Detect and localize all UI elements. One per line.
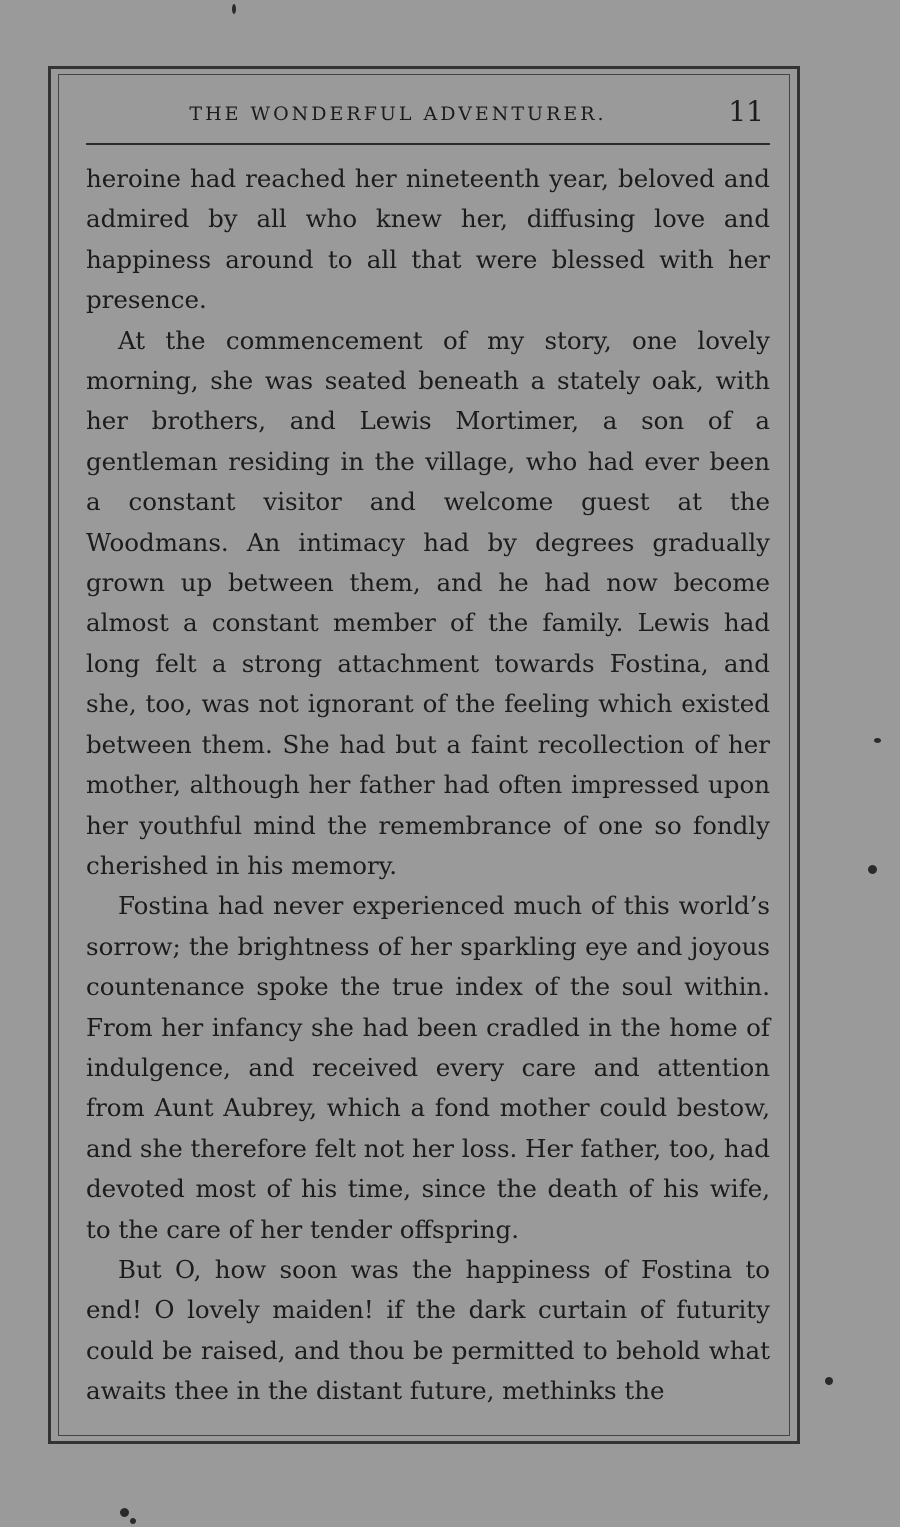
page-number: 11 [728, 95, 764, 128]
body-text [86, 159, 770, 1412]
book-page [86, 95, 770, 1412]
paragraph-continued: heroine had reached her nineteenth year, beloved and admired by all who knew her, diffusing love and happiness around to all that were blessed with her presence. [86, 164, 770, 315]
ink-speck [868, 865, 877, 874]
header-rule [86, 143, 770, 145]
paragraph: But O, how soon was the happiness of Fostina to end! O lovely maiden! if the dark curtain of futurity could be raised, and thou be permitted to behold what awaits thee in the distant future, methinks the [86, 1254, 770, 1406]
ink-speck [130, 1518, 136, 1524]
ink-speck [874, 738, 881, 743]
ink-speck [232, 4, 236, 14]
ink-speck [825, 1377, 833, 1385]
running-head-title: THE WONDERFUL ADVENTURER. [189, 103, 607, 125]
paragraph: Fostina had never experienced much of this world’s sorrow; the brightness of her sparkling eye and joyous countenance spoke the true index of the soul within. From her infancy she had been cradled in the home of indulgence, and received every care and attention from Aunt Aubrey, which a fond mother could bestow, and she therefore felt not her loss. Her father, too, had devoted most of his time, since the death of his wife, to the care of her tender offspring. [86, 891, 770, 1244]
ink-speck [120, 1508, 129, 1517]
paragraph: At the commencement of my story, one lovely morning, she was seated beneath a stately oak, with her brothers, and Lewis Mortimer, a son of a gentleman residing in the village, who had ever been a constant visitor and welcome guest at the Woodmans. An intimacy had by degrees gradually grown up between them, and he had now become almost a constant member of the family. Lewis had long felt a strong attachment towards Fostina, and she, too, was not ignorant of the feeling which existed between them. She had but a faint recollection of her mother, although her father had often impressed upon her youthful mind the remembrance of one so fondly cherished in his memory. [86, 325, 770, 880]
running-head [86, 95, 770, 139]
